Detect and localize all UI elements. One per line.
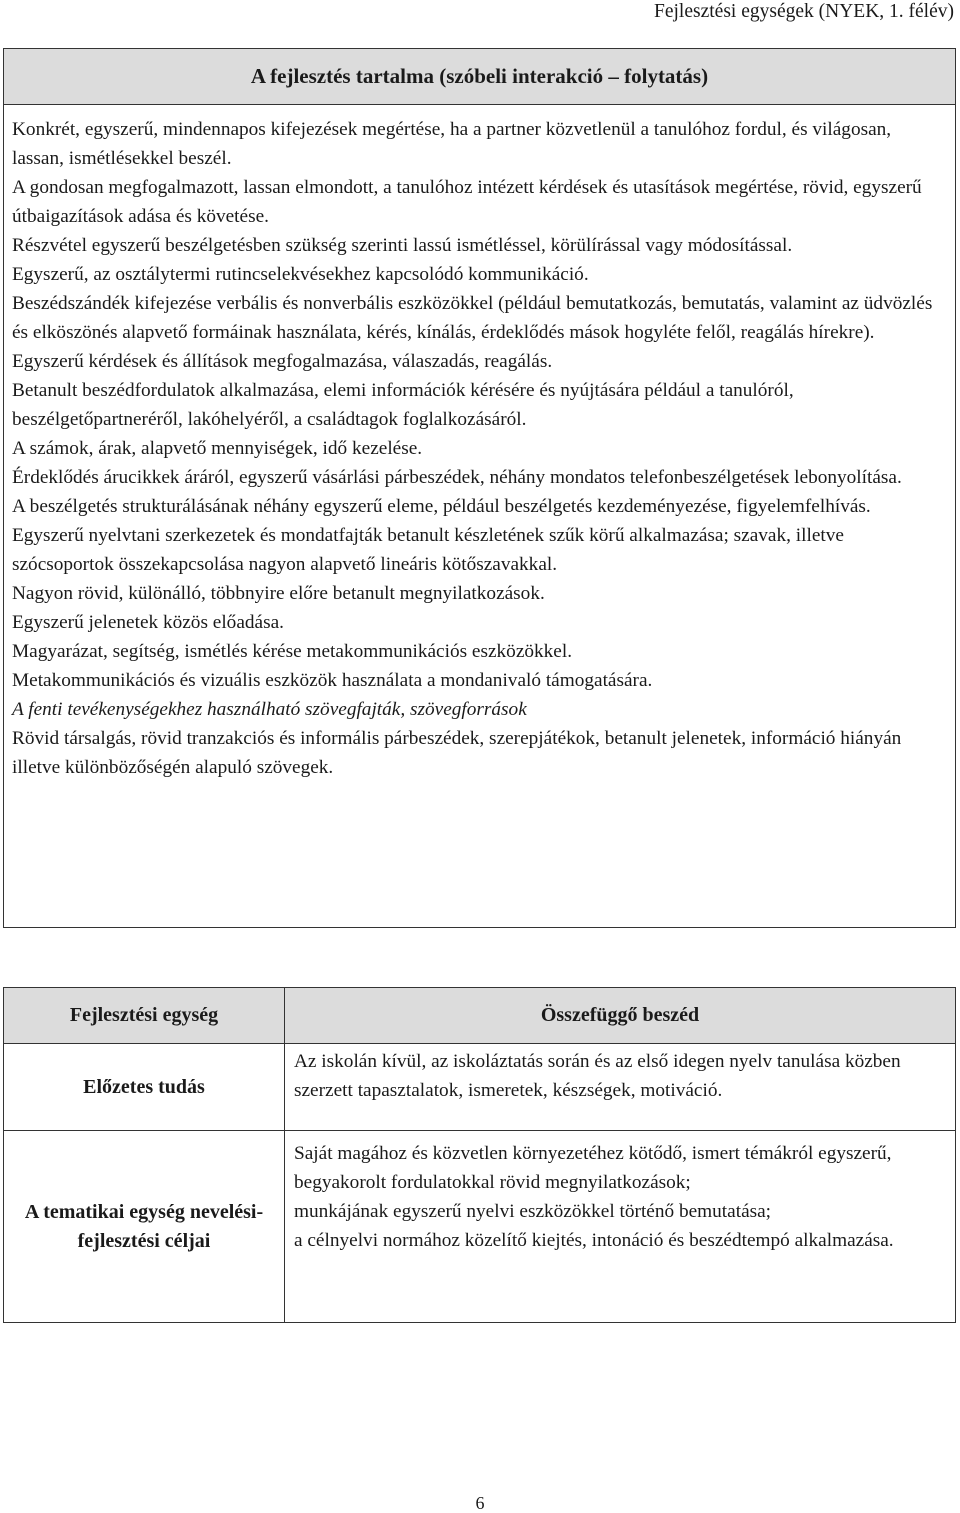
content-line: Magyarázat, segítség, ismétlés kérése metakommunikációs eszközökkel.: [12, 641, 573, 662]
content-line: Beszédszándék kifejezése verbális és nonverbális eszközökkel (például bemutatkozás, bemutatás, valamint az üdvözlés és elköszönés alapvető formáinak használata, kérés, kínálás, érdeklődés mások hogyléte felől, reagálás hírekre).: [12, 293, 933, 343]
goals-label: A tematikai egység nevelési-fejlesztési céljai: [24, 1200, 264, 1252]
content-line: A számok, árak, alapvető mennyiségek, idő kezelése.: [12, 438, 423, 459]
section-body: [4, 105, 955, 782]
goals-cell: [285, 1131, 955, 1322]
goals-line: a célnyelvi normához közelítő kiejtés, intonáció és beszédtempó alkalmazása.: [294, 1230, 894, 1251]
section-title: A fejlesztés tartalma (szóbeli interakció – folytatás): [4, 49, 955, 105]
content-line: Egyszerű nyelvtani szerkezetek és mondatfajták betanult készletének szűk körű alkalmazása; szavak, illetve szócsoportok összekapcsolása nagyon alapvető lineáris kötőszavakkal.: [12, 525, 844, 575]
content-line: Érdeklődés árucikkek áráról, egyszerű vásárlási párbeszédek, néhány mondatos telefonbeszélgetések lebonyolítása.: [12, 467, 902, 488]
development-content-box: [3, 48, 956, 928]
prior-knowledge-label: Előzetes tudás: [83, 1075, 205, 1098]
content-line: Betanult beszédfordulatok alkalmazása, elemi információk kérésére és nyújtására például a tanulóról, beszélgetőpartneréről, lakóhelyéről, a családtagok foglalkozásáról.: [12, 380, 794, 430]
prior-knowledge-label-cell: [4, 1044, 285, 1131]
content-line: Egyszerű jelenetek közös előadása.: [12, 612, 284, 633]
goals-line: munkájának egyszerű nyelvi eszközökkel történő bemutatása;: [294, 1201, 772, 1222]
text-types-content: Rövid társalgás, rövid tranzakciós és informális párbeszédek, szerepjátékok, betanult jelenetek, információ hiányán illetve különbözőségén alapuló szövegek.: [12, 728, 902, 778]
unit-label: Fejlesztési egység: [69, 1004, 219, 1026]
goals-label-cell: [4, 1131, 285, 1322]
text-types-subheading: A fenti tevékenységekhez használható szövegfajták, szövegforrások: [12, 699, 527, 720]
content-line: Egyszerű, az osztálytermi rutincselekvésekhez kapcsolódó kommunikáció.: [12, 264, 589, 285]
content-line: Egyszerű kérdések és állítások megfogalmazása, válaszadás, reagálás.: [12, 351, 553, 372]
content-line: A gondosan megfogalmazott, lassan elmondott, a tanulóhoz intézett kérdések és utasítások megértése, rövid, egyszerű útbaigazítások adása és követése.: [12, 177, 922, 227]
content-line: Konkrét, egyszerű, mindennapos kifejezések megértése, ha a partner közvetlenül a tanulóhoz fordul, és világosan, lassan, ismétlésekkel beszél.: [12, 119, 892, 169]
running-header: Fejlesztési egységek (NYEK, 1. félév): [654, 1, 954, 22]
development-unit-table: [3, 987, 956, 1323]
prior-knowledge-text: Az iskolán kívül, az iskoláztatás során és az első idegen nyelv tanulása közben szerzett tapasztalatok, ismeretek, készségek, motiváció.: [294, 1051, 901, 1101]
page-number: 6: [475, 1493, 485, 1513]
unit-label-cell: [4, 988, 285, 1044]
unit-title-cell: [285, 988, 955, 1044]
goals-line: Saját magához és közvetlen környezetéhez kötődő, ismert témákról egyszerű, begyakorolt fordulatokkal rövid megnyilatkozások;: [294, 1143, 892, 1193]
content-line: Részvétel egyszerű beszélgetésben szükség szerinti lassú ismétléssel, körülírással vagy módosítással.: [12, 235, 793, 256]
content-line: Metakommunikációs és vizuális eszközök használata a mondanivaló támogatására.: [12, 670, 653, 691]
content-line: Nagyon rövid, különálló, többnyire előre betanult megnyilatkozások.: [12, 583, 545, 604]
content-line: A beszélgetés strukturálásának néhány egyszerű eleme, például beszélgetés kezdeményezése, figyelemfelhívás.: [12, 496, 871, 517]
unit-title: Összefüggő beszéd: [540, 1004, 700, 1026]
prior-knowledge-cell: [285, 1044, 955, 1131]
